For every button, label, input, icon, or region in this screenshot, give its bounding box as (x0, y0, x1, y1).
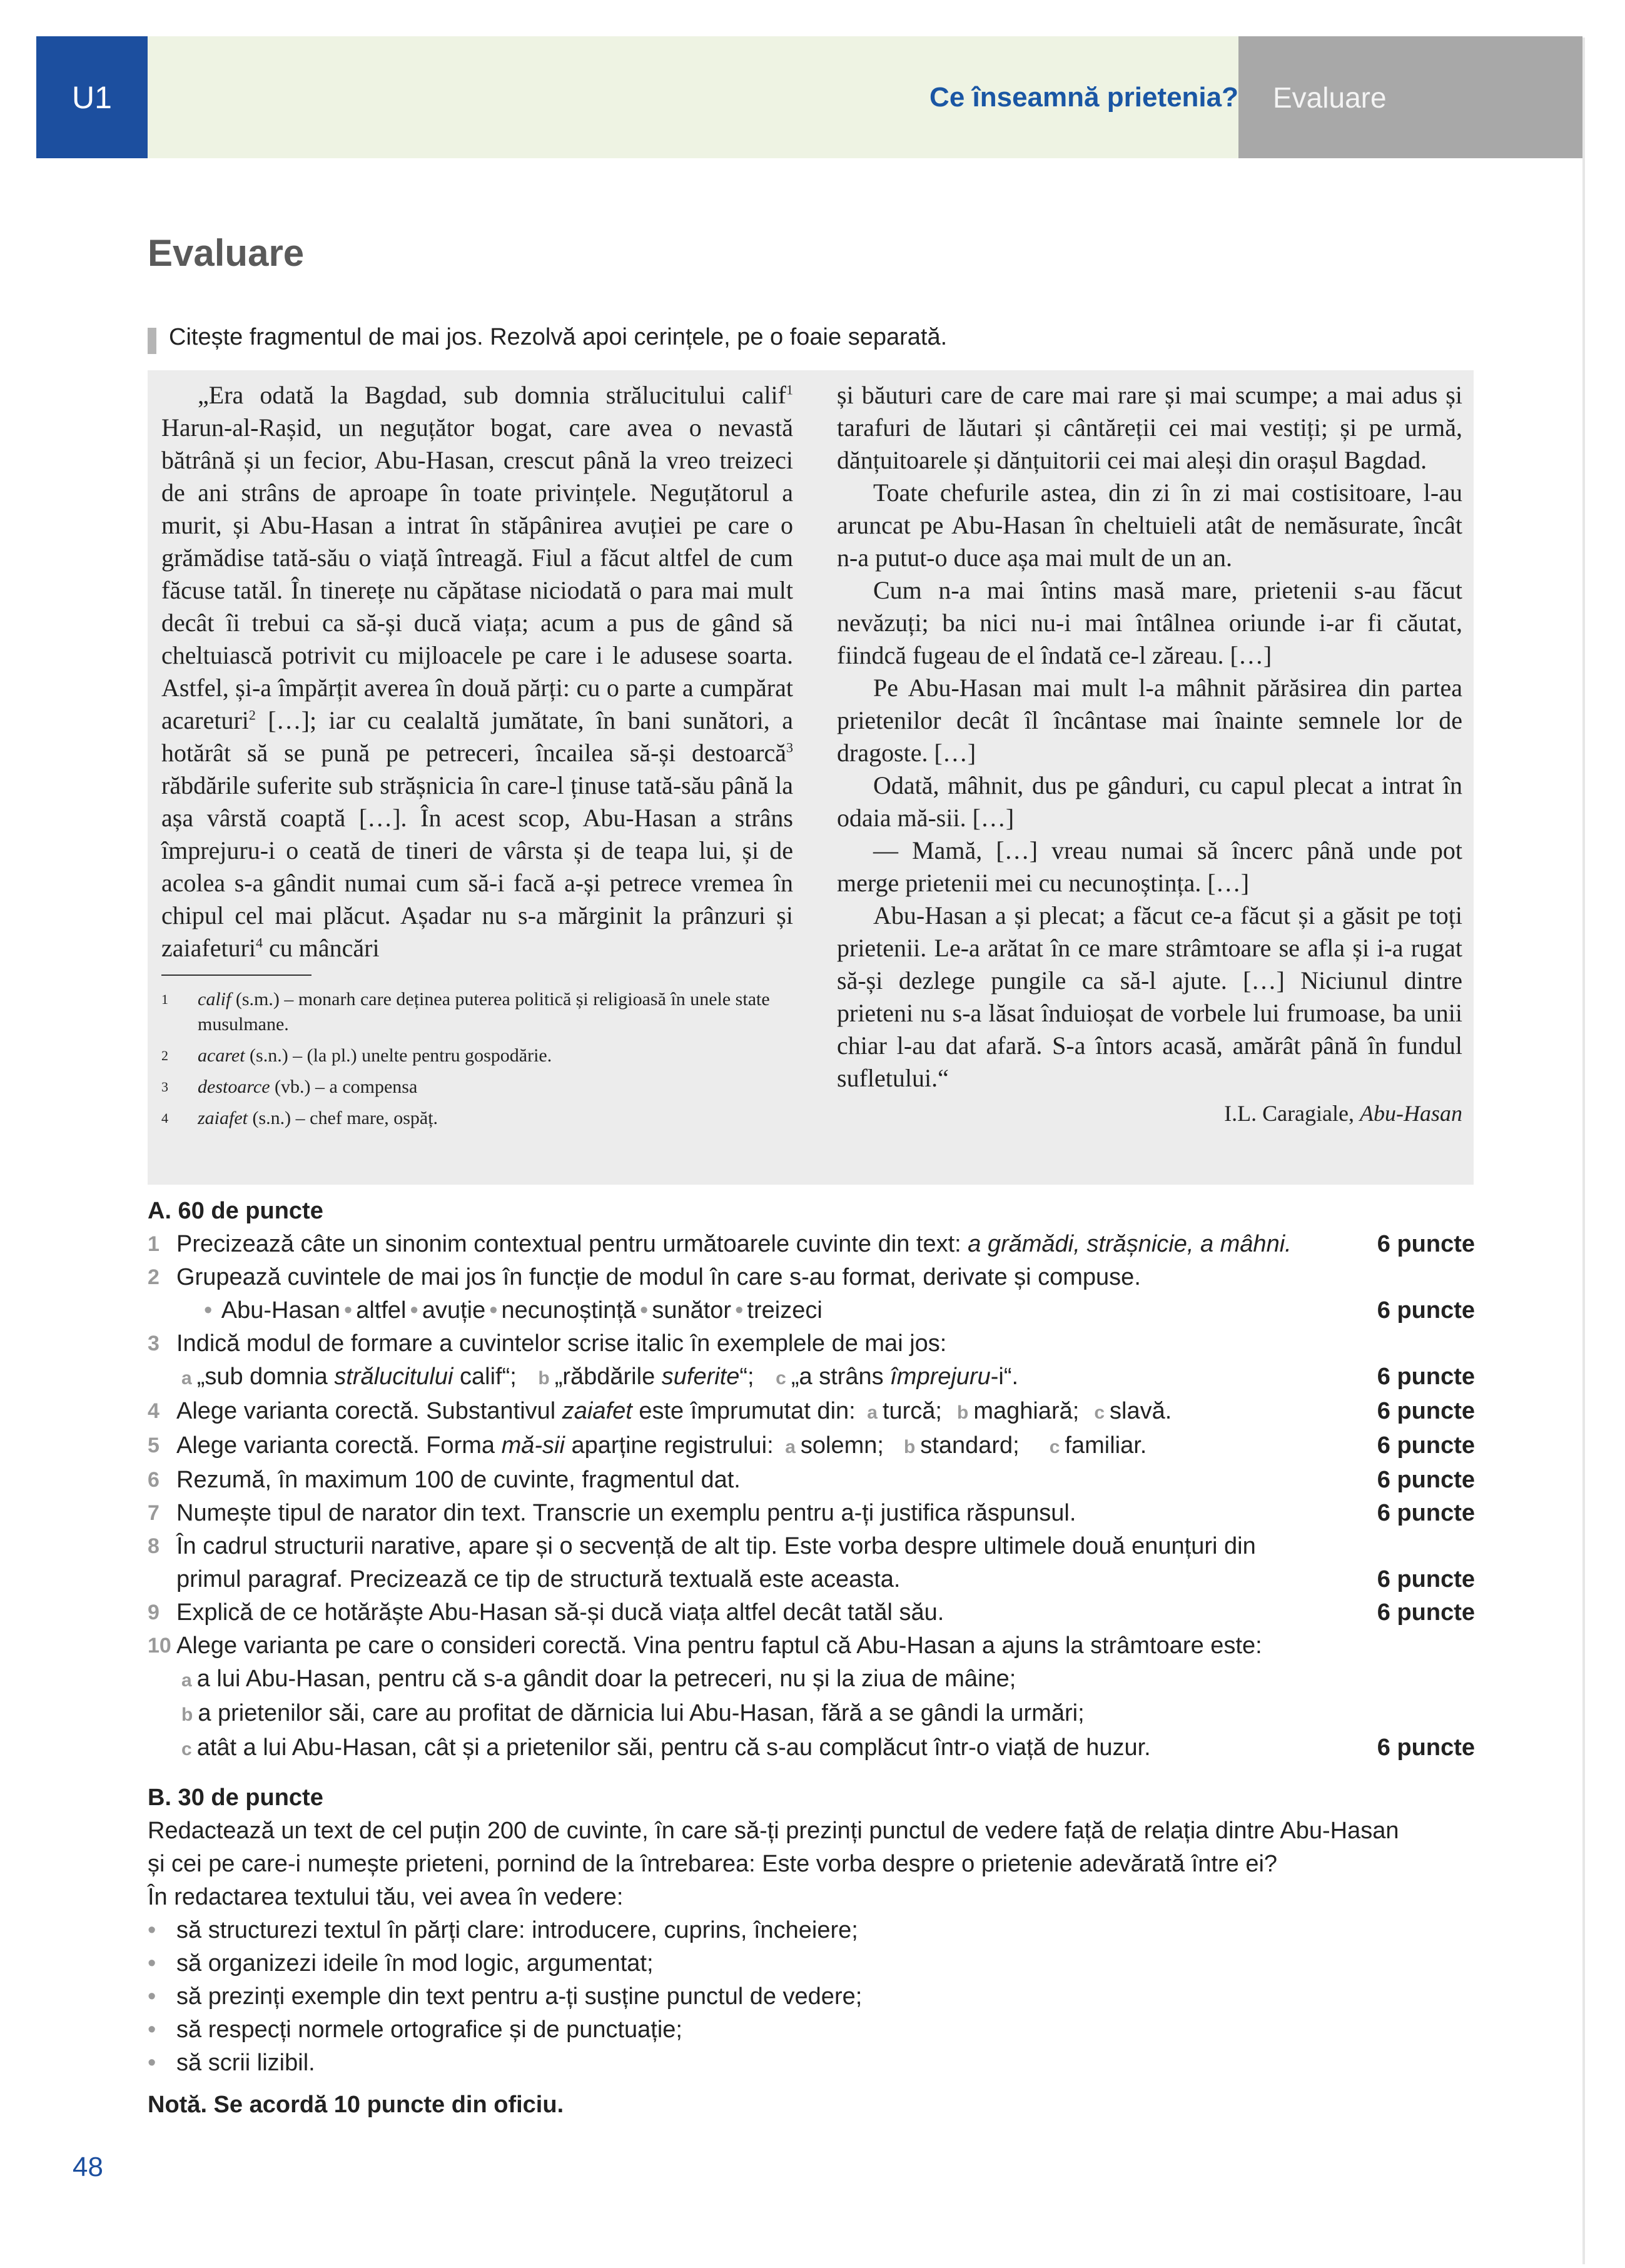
section-b-heading: B. 30 de puncte (148, 1785, 323, 1811)
section-b (148, 1781, 1475, 2122)
question-5: 5 Alege varianta corectă. Forma mă-sii aparține registrului: a solemn; b standard; c familiar. 6 puncte (148, 1429, 1475, 1464)
chapter-title: Ce înseamnă prietenia? (929, 81, 1238, 113)
excerpt-paragraph: Cum n-a mai întins masă mare, prietenii s-au făcut nevăzuți; ba nici nu-i mai întâlnea oriunde i-ar fi căutat, fiindcă fugeau de el îndată ce-l zăreau. […] (837, 576, 1462, 669)
question-8-cont: primul paragraf. Precizează ce tip de structură textuală este aceasta. 6 puncte (148, 1563, 1475, 1596)
points: 6 puncte (1377, 1599, 1475, 1626)
points: 6 puncte (1377, 1231, 1475, 1257)
points: 6 puncte (1377, 1432, 1475, 1459)
points: 6 puncte (1377, 1364, 1475, 1390)
list-item: • să respecți normele ortografice și de punctuație; (148, 2017, 682, 2043)
list-item: • să prezinți exemple din text pentru a-ți susține punctul de vedere; (148, 1983, 863, 2010)
question-3-options: a „sub domnia strălucitului calif“; b „răbdările suferite“; c „a strâns împrejuru-i“. 6 puncte (148, 1360, 1475, 1395)
footnote-rule (161, 975, 311, 976)
excerpt-box (148, 370, 1474, 1185)
page-title: Evaluare (148, 232, 305, 274)
section-tab: Evaluare (1238, 36, 1582, 158)
list-item: • să structurezi textul în părți clare: introducere, cuprins, încheiere; (148, 1917, 858, 1943)
excerpt-paragraph: Odată, mâhnit, dus pe gânduri, cu capul plecat a intrat în odaia mă-sii. […] (837, 771, 1462, 832)
page-number: 48 (73, 2152, 103, 2182)
excerpt-paragraph: Pe Abu-Hasan mai mult l-a mâhnit părăsirea din partea prietenilor decât îl încântase mai înainte semnele lor de dragoste. […] (837, 674, 1462, 767)
section-a-heading: A. 60 de puncte (148, 1198, 323, 1224)
excerpt-paragraph: și băuturi care de care mai rare și mai scumpe; a mai adus și tarafuri de lăutari și cântăreții cei mai vestiți; și pe urmă, dănțuitoarele și dănțuitorii cei mai aleși din orașul Bagdad. (837, 381, 1462, 474)
excerpt-paragraph: Abu-Hasan a și plecat; a făcut ce-a făcut și a găsit pe toți prietenii. Le-a arătat în ce mare strâmtoare se afla și i-a rugat să-și dezlege pungile ca să-l ajute. […] Niciunul dintre prieteni nu s-a lăsat înduioșat de vorbele lui frumoase, ba unii chiar l-au dat afară. S-a întors acasă, amărât până în fundul sufletului.“ (837, 901, 1462, 1092)
excerpt-paragraph: Toate chefurile astea, din zi în zi mai costisitoare, l-au aruncat pe Abu-Hasan în cheltuieli atât de nemăsurate, încât n-a putut-o duce așa mai mult de un an. (837, 478, 1462, 572)
question-8: 8 În cadrul structurii narative, apare și o secvență de alt tip. Este vorba despre ultimele două enunțuri din (148, 1533, 1256, 1559)
list-item: • să organizezi ideile în mod logic, argumentat; (148, 1950, 654, 1977)
question-10-option-a: a a lui Abu-Hasan, pentru că s-a gândit doar la petreceri, nu și la ziua de mâine; (181, 1666, 1016, 1692)
question-9: 9 Explică de ce hotărăște Abu-Hasan să-și ducă viața altfel decât tatăl său. 6 puncte (148, 1596, 1475, 1629)
excerpt-right-column (837, 379, 1462, 1130)
excerpt-left-column (161, 379, 793, 1137)
question-1: 1 Precizează câte un sinonim contextual pentru următoarele cuvinte din text: a grămădi, strășnicie, a mâhni. 6 puncte (148, 1228, 1475, 1261)
question-2: 2 Grupează cuvintele de mai jos în funcție de modul în care s-au format, derivate și compuse. (148, 1264, 1141, 1290)
note: Notă. Se acordă 10 puncte din oficiu. (148, 2092, 564, 2118)
attribution: I.L. Caragiale, Abu-Hasan (1224, 1101, 1462, 1126)
footnote: 2 acaret (s.n.) – (la pl.) unelte pentru gospodărie. (161, 1045, 552, 1066)
points: 6 puncte (1377, 1398, 1475, 1424)
question-7: 7 Numește tipul de narator din text. Transcrie un exemplu pentru a-ți justifica răspunsul. 6 puncte (148, 1497, 1475, 1530)
unit-badge: U1 (36, 36, 148, 158)
excerpt-paragraph: „Era odată la Bagdad, sub domnia strălucitului calif$^1$ Harun-al-Rașid, un neguțător bogat, care avea o nevastă bătrână și un fecior, Abu-Hasan, crescut până la vreo treizeci de ani strâns de aproape în toate privințele. Neguțătorul a murit, și Abu-Hasan a intrat în stăpânirea avuției pe care o grămădise tată-său o viață întreagă. Fiul a făcut altfel de cum făcuse tatăl. În tinerețe nu căpătase niciodată o para mai mult decât îi trebui ca să-și ducă viața; acum a pus de gând să cheltuiască potrivit cu mijloacele pe care i le adusese soarta. Astfel, și-a împărțit averea în două părți: cu o parte a cumpărat acareturi$^2$ […]; iar cu cealaltă jumătate, în bani sunători, a hotărât să se pună pe petreceri, încailea să-și destoarcă$^3$ răbdările suferite sub strășnicia în care-l ținuse tată-său până la așa vârstă coaptă […]. În acest scop, Abu-Hasan a strâns împrejuru-i o ceată de tineri de vârsta și de teapa lui, și de acolea s-a gândit numai cum să-i facă a-și petrece vremea în chipul cel mai plăcut. Așadar nu s-a mărginit la prânzuri și zaiafeturi$^4$ cu mâncări (161, 381, 793, 962)
question-10: 10 Alege varianta pe care o consideri corectă. Vina pentru faptul că Abu-Hasan a ajuns la strâmtoare este: (148, 1633, 1262, 1659)
question-3: 3 Indică modul de formare a cuvintelor scrise italic în exemplele de mai jos: (148, 1330, 947, 1357)
section-b-text: Redactează un text de cel puțin 200 de cuvinte, în care să-ți prezinți punctul de vedere față de relația dintre Abu-Hasan (148, 1818, 1399, 1844)
section-a (148, 1195, 1475, 1766)
question-10-option-c: c atât a lui Abu-Hasan, cât și a prietenilor săi, pentru că s-au complăcut într-o viață de huzur. 6 puncte (148, 1731, 1475, 1766)
points: 6 puncte (1377, 1566, 1475, 1592)
footnote: 1 calif (s.m.) – monarh care deținea puterea politică și religioasă în unele state musulmane. (161, 989, 770, 1035)
question-4: 4 Alege varianta corectă. Substantivul zaiafet este împrumutat din: a turcă; b maghiară; c slavă. 6 puncte (148, 1395, 1475, 1429)
page-edge (1582, 38, 1585, 2264)
points: 6 puncte (1377, 1297, 1475, 1324)
footnote: 4 zaiafet (s.n.) – chef mare, ospăț. (161, 1108, 438, 1128)
instruction-bar (148, 328, 156, 354)
points: 6 puncte (1377, 1734, 1475, 1761)
section-b-text: În redactarea textului tău, vei avea în vedere: (148, 1884, 624, 1910)
page-header (36, 36, 1582, 158)
points: 6 puncte (1377, 1467, 1475, 1493)
instruction-text: Citește fragmentul de mai jos. Rezolvă apoi cerințele, pe o foaie separată. (169, 324, 948, 350)
list-item: • să scrii lizibil. (148, 2050, 315, 2076)
section-b-text: și cei pe care-i numește prieteni, pornind de la întrebarea: Este vorba despre o prietenie adevărată între ei? (148, 1851, 1278, 1877)
question-10-option-b: b a prietenilor săi, care au profitat de dărnicia lui Abu-Hasan, fără a se gândi la urmări; (181, 1700, 1085, 1726)
excerpt-paragraph: — Mamă, […] vreau numai să încerc până unde pot merge prietenii mei cu necunoștința. […] (837, 836, 1462, 897)
instruction (148, 324, 947, 351)
question-2-words: • Abu-Hasan • altfel • avuție • necunoștință • sunător • treizeci 6 puncte (148, 1294, 1475, 1327)
points: 6 puncte (1377, 1500, 1475, 1526)
question-6: 6 Rezumă, în maximum 100 de cuvinte, fragmentul dat. 6 puncte (148, 1464, 1475, 1497)
footnote: 3 destoarce (vb.) – a compensa (161, 1076, 418, 1097)
